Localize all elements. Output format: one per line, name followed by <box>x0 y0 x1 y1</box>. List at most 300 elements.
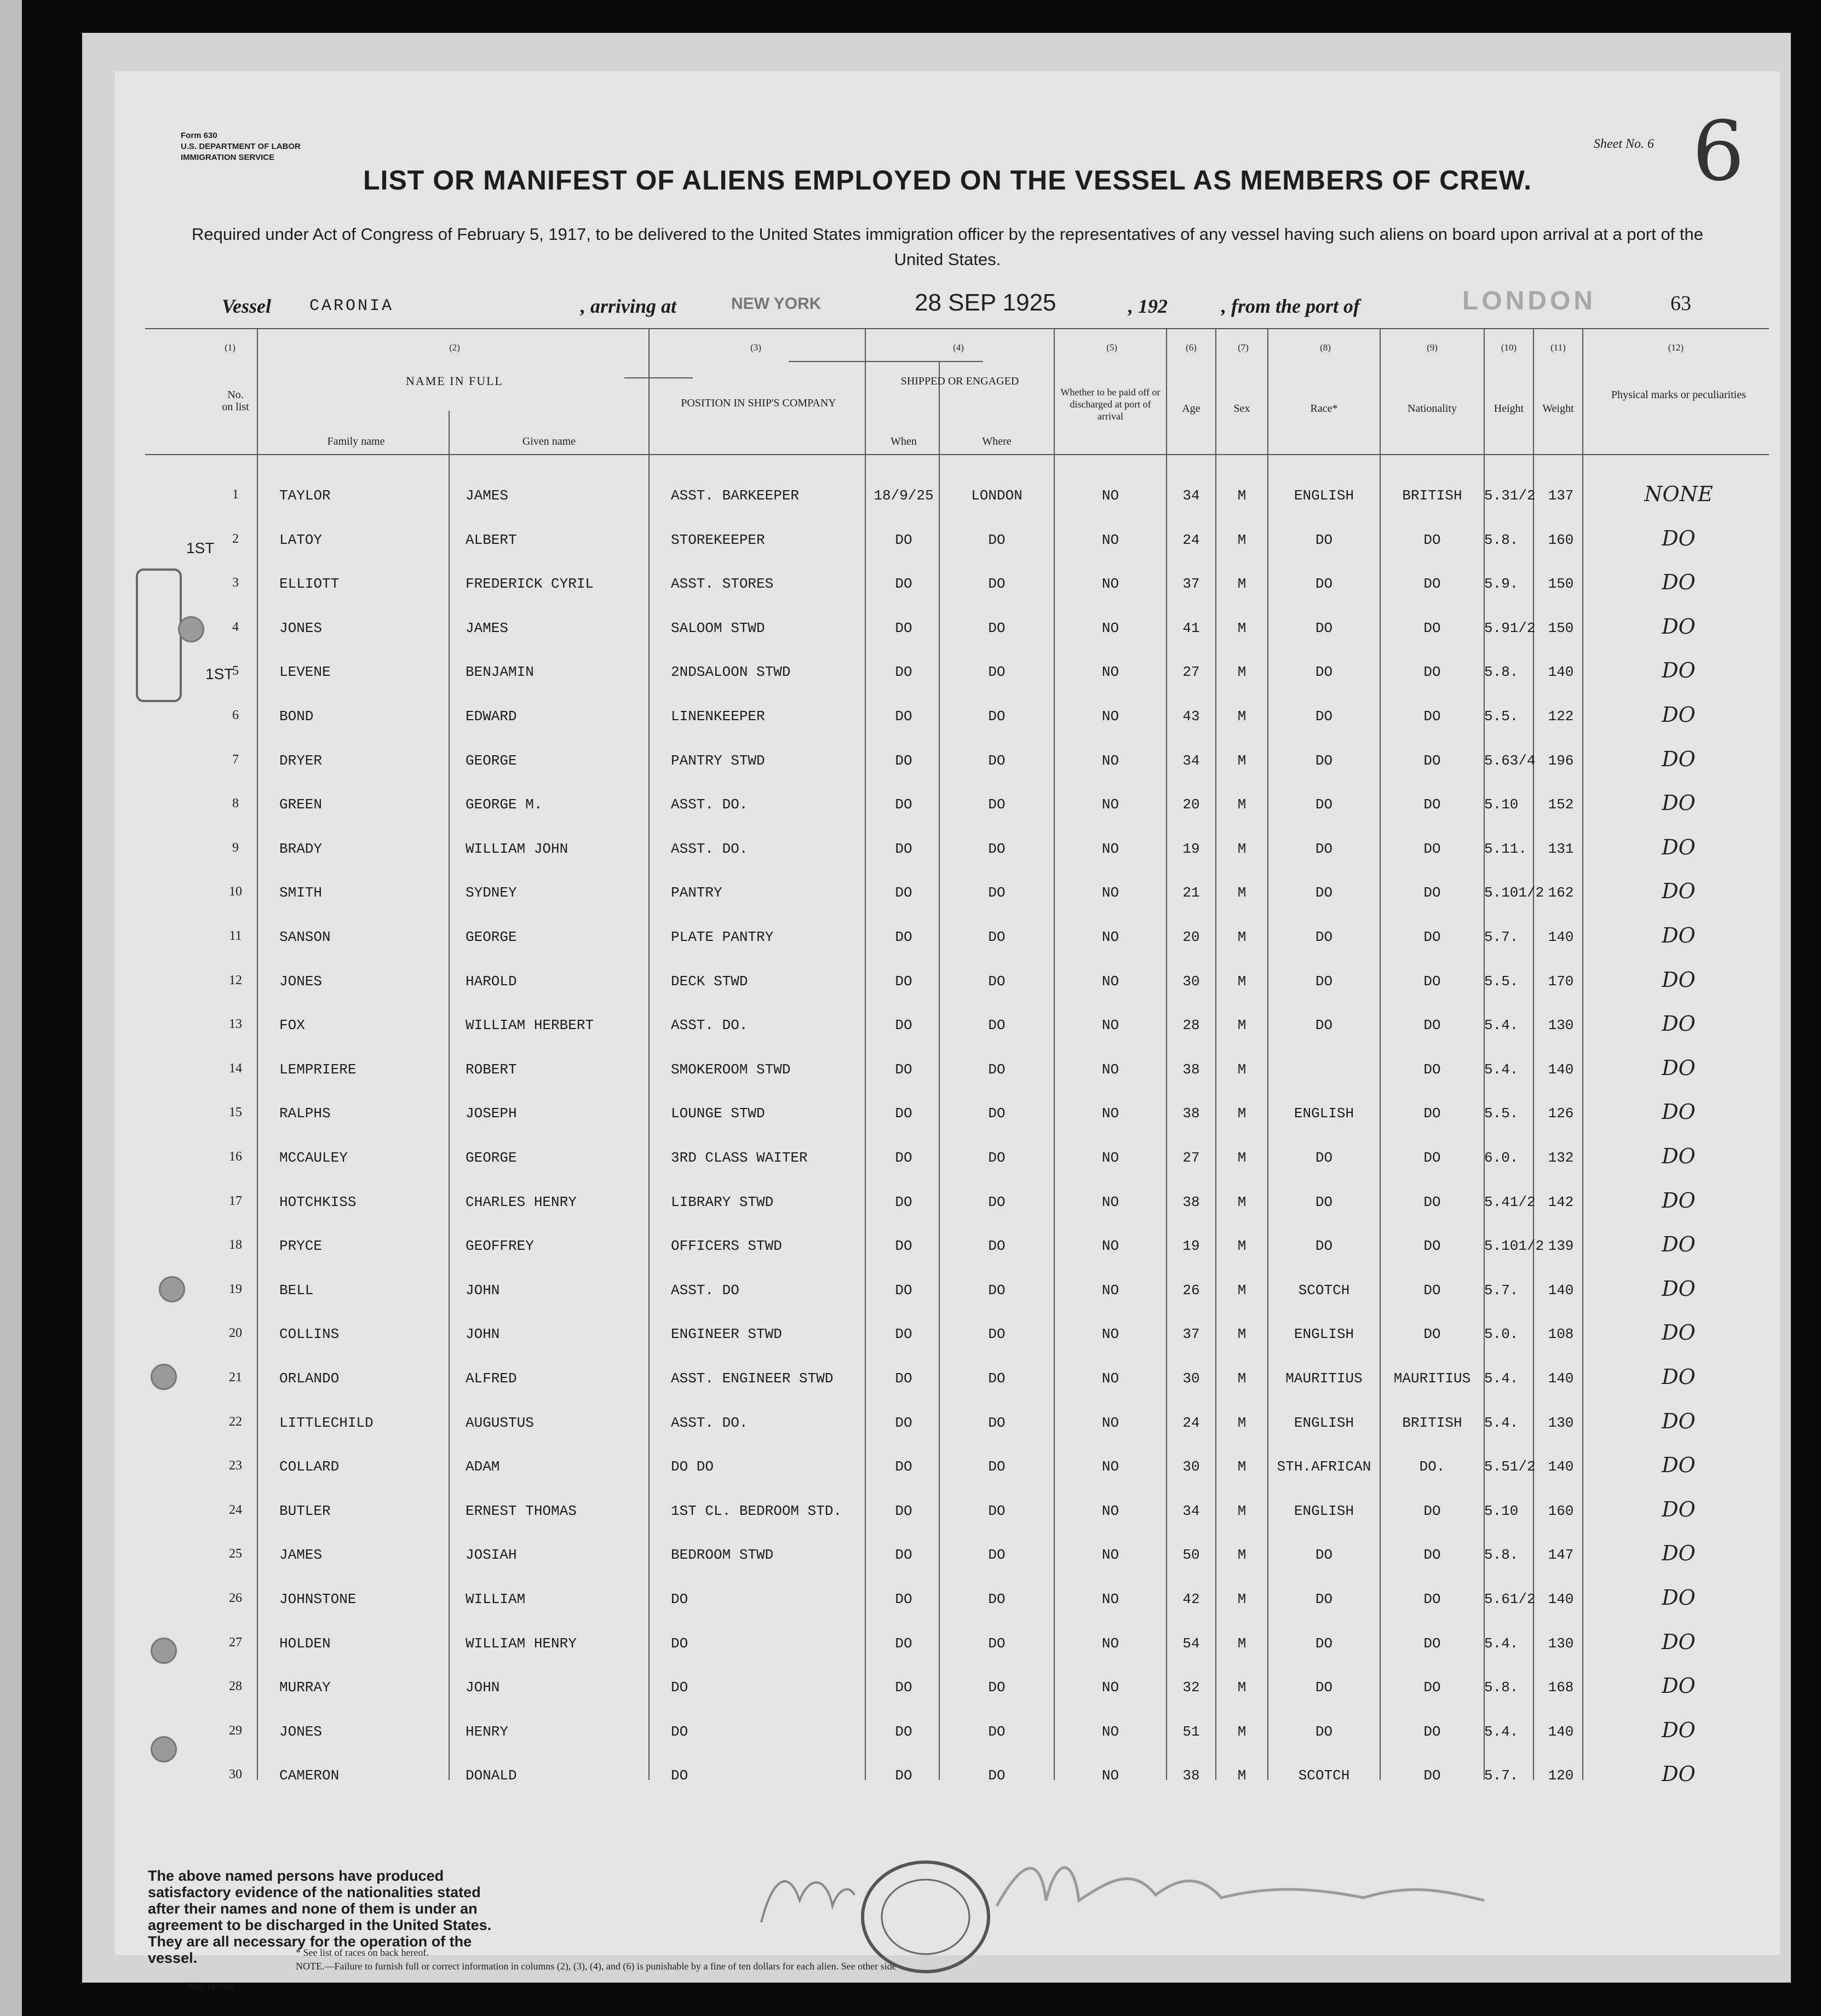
cell-race: DO <box>1315 796 1333 813</box>
cell-family: TAYLOR <box>279 487 331 504</box>
cell-nat: DO <box>1423 531 1441 548</box>
cell-paid: NO <box>1101 1017 1119 1034</box>
cell-weight: 150 <box>1548 619 1574 636</box>
cell-where: DO <box>988 1547 1006 1564</box>
cell-given: WILLIAM JOHN <box>466 840 568 857</box>
cell-race: DO <box>1315 884 1333 901</box>
hdr-where: Where <box>982 435 1012 447</box>
cell-nat: DO <box>1423 840 1441 857</box>
cell-race: DO <box>1315 664 1333 681</box>
colno-1: (1) <box>225 342 235 353</box>
nationality-statement: The above named persons have produced satisfactory evidence of the nationalities stated after their names and none of them is under an agreement to be discharged in the United States. They are all necessary for the operation of the vessel. <box>148 1868 492 1966</box>
cell-family: JAMES <box>279 1547 323 1564</box>
cell-when: DO <box>895 1105 912 1122</box>
cell-where: DO <box>988 1635 1006 1652</box>
cell-family: FOX <box>279 1017 305 1034</box>
cell-family: SMITH <box>279 884 323 901</box>
cell-no: 8 <box>232 796 239 811</box>
cell-marks: DO <box>1662 1320 1696 1345</box>
punch-hole <box>151 1364 177 1390</box>
cell-sex: M <box>1237 796 1246 813</box>
cell-sex: M <box>1237 1723 1246 1740</box>
cell-height: 5.10 <box>1484 796 1519 813</box>
cell-given: WILLIAM HENRY <box>466 1635 577 1652</box>
cell-no: 19 <box>229 1282 242 1296</box>
cell-when: DO <box>895 1282 912 1299</box>
from-port-stamp: LONDON <box>1462 286 1596 315</box>
cell-marks: DO <box>1662 923 1696 947</box>
cell-paid: NO <box>1101 619 1119 636</box>
cell-age: 34 <box>1182 1502 1200 1519</box>
manifest-number: 63 <box>1670 292 1691 315</box>
cell-nat: DO <box>1423 664 1441 681</box>
cell-when: DO <box>895 1723 912 1740</box>
cell-race: ENGLISH <box>1294 487 1354 504</box>
cell-when: DO <box>895 1326 912 1343</box>
cell-sex: M <box>1237 973 1246 990</box>
cell-weight: 131 <box>1548 840 1574 857</box>
cell-given: WILLIAM <box>466 1591 526 1607</box>
cell-marks: DO <box>1662 1453 1696 1478</box>
cell-nat: DO <box>1423 1547 1441 1564</box>
cell-race: DO <box>1315 1635 1333 1652</box>
official-stamp-seal <box>854 1846 997 1988</box>
cell-height: 5.7. <box>1484 929 1519 945</box>
cell-when: DO <box>895 884 912 901</box>
punch-hole <box>151 1736 177 1762</box>
cell-when: DO <box>895 796 912 813</box>
cell-race: DO <box>1315 1547 1333 1564</box>
cell-sex: M <box>1237 1105 1246 1122</box>
cell-given: ALFRED <box>466 1370 517 1387</box>
cell-where: DO <box>988 929 1006 945</box>
cell-weight: 160 <box>1548 1502 1574 1519</box>
cell-family: CAMERON <box>279 1767 340 1784</box>
cell-given: BENJAMIN <box>466 664 534 681</box>
cell-family: JONES <box>279 973 323 990</box>
cell-weight: 162 <box>1548 884 1574 901</box>
cell-race: DO <box>1315 1723 1333 1740</box>
cell-given: DONALD <box>466 1767 517 1784</box>
cell-position: PLATE PANTRY <box>671 929 774 945</box>
cell-height: 5.91/2 <box>1484 619 1536 636</box>
cell-position: BEDROOM STWD <box>671 1547 774 1564</box>
cell-sex: M <box>1237 1414 1246 1431</box>
cell-weight: 142 <box>1548 1193 1574 1210</box>
cell-weight: 130 <box>1548 1635 1574 1652</box>
cell-age: 37 <box>1182 1326 1200 1343</box>
cell-family: HOLDEN <box>279 1635 331 1652</box>
cell-family: BUTLER <box>279 1502 331 1519</box>
cell-height: 5.4. <box>1484 1414 1519 1431</box>
cell-nat: DO <box>1423 576 1441 593</box>
cell-nat: DO <box>1423 708 1441 725</box>
cell-race: DO <box>1315 1591 1333 1607</box>
cell-marks: DO <box>1662 1276 1696 1301</box>
cell-family: JOHNSTONE <box>279 1591 357 1607</box>
cell-family: LEMPRIERE <box>279 1061 357 1078</box>
cell-where: DO <box>988 1414 1006 1431</box>
cell-when: DO <box>895 840 912 857</box>
colno-7: (7) <box>1238 342 1249 353</box>
cell-age: 20 <box>1182 796 1200 813</box>
service-name: IMMIGRATION SERVICE <box>181 153 275 162</box>
cell-race: DO <box>1315 1150 1333 1166</box>
form-info <box>181 130 301 163</box>
cell-when: DO <box>895 619 912 636</box>
cell-given: JAMES <box>466 487 509 504</box>
cell-nat: DO <box>1423 1723 1441 1740</box>
cell-paid: NO <box>1101 884 1119 901</box>
cell-when: DO <box>895 1150 912 1166</box>
hdr-weight: Weight <box>1542 403 1574 415</box>
print-code: 3000. 15/7309. <box>186 1983 236 1991</box>
cell-marks: DO <box>1662 1497 1696 1521</box>
cell-given: GEORGE <box>466 752 517 769</box>
cell-nat: DO <box>1423 619 1441 636</box>
cell-height: 6.0. <box>1484 1150 1519 1166</box>
cell-age: 30 <box>1182 973 1200 990</box>
cell-sex: M <box>1237 1591 1246 1607</box>
cell-paid: NO <box>1101 1370 1119 1387</box>
cell-height: 5.8. <box>1484 1679 1519 1696</box>
cell-position: ASST. BARKEEPER <box>671 487 800 504</box>
cell-paid: NO <box>1101 487 1119 504</box>
cell-when: DO <box>895 708 912 725</box>
cell-age: 20 <box>1182 929 1200 945</box>
vessel-name: CARONIA <box>309 297 394 315</box>
hdr-race: Race* <box>1310 403 1338 415</box>
cell-height: 5.7. <box>1484 1767 1519 1784</box>
vessel-label: Vessel <box>222 295 271 317</box>
cell-nat: DO. <box>1419 1458 1445 1475</box>
cell-nat: DO <box>1423 1591 1441 1607</box>
cell-position: LIBRARY STWD <box>671 1193 774 1210</box>
cell-marks: DO <box>1662 703 1696 727</box>
cell-where: LONDON <box>971 487 1022 504</box>
cell-given: HAROLD <box>466 973 517 990</box>
cell-height: 5.9. <box>1484 576 1519 593</box>
cell-given: GEORGE <box>466 1150 517 1166</box>
cell-given: JAMES <box>466 619 509 636</box>
cell-position: ASST. DO. <box>671 840 748 857</box>
cell-no: 10 <box>229 884 242 899</box>
cell-height: 5.4. <box>1484 1723 1519 1740</box>
cell-paid: NO <box>1101 1458 1119 1475</box>
colno-12: (12) <box>1668 342 1684 353</box>
cell-position: ASST. STORES <box>671 576 774 593</box>
cell-height: 5.101/2 <box>1484 884 1544 901</box>
cell-weight: 130 <box>1548 1414 1574 1431</box>
colno-10: (10) <box>1501 342 1517 353</box>
cell-position: DO <box>671 1679 688 1696</box>
cell-sex: M <box>1237 664 1246 681</box>
cell-sex: M <box>1237 1679 1246 1696</box>
cell-sex: M <box>1237 1282 1246 1299</box>
cell-family: ORLANDO <box>279 1370 340 1387</box>
cell-height: 5.4. <box>1484 1061 1519 1078</box>
cell-no: 29 <box>229 1723 242 1738</box>
cell-marks: NONE <box>1644 482 1713 506</box>
cell-no: 12 <box>229 973 242 987</box>
cell-position: ASST. DO <box>671 1282 739 1299</box>
cell-position: ASST. ENGINEER STWD <box>671 1370 834 1387</box>
cell-family: BOND <box>279 708 314 725</box>
cell-paid: NO <box>1101 752 1119 769</box>
cell-marks: DO <box>1662 1144 1696 1168</box>
cell-paid: NO <box>1101 1326 1119 1343</box>
cell-nat: BRITISH <box>1402 487 1462 504</box>
cell-race: DO <box>1315 1679 1333 1696</box>
cell-age: 34 <box>1182 487 1200 504</box>
cell-when: DO <box>895 1238 912 1255</box>
cell-age: 21 <box>1182 884 1200 901</box>
date-stamp: 28 SEP 1925 <box>915 289 1056 316</box>
cell-marks: DO <box>1662 1188 1696 1213</box>
cell-weight: 122 <box>1548 708 1574 725</box>
cell-sex: M <box>1237 1061 1246 1078</box>
cell-family: BELL <box>279 1282 314 1299</box>
cell-given: ERNEST THOMAS <box>466 1502 577 1519</box>
cell-when: DO <box>895 1370 912 1387</box>
cell-age: 24 <box>1182 1414 1200 1431</box>
cell-paid: NO <box>1101 531 1119 548</box>
cell-paid: NO <box>1101 1635 1119 1652</box>
cell-nat: DO <box>1423 1105 1441 1122</box>
cell-no: 6 <box>232 708 239 722</box>
cell-age: 38 <box>1182 1061 1200 1078</box>
cell-no: 23 <box>229 1458 242 1473</box>
cell-no: 7 <box>232 752 239 767</box>
cell-no: 2 <box>232 531 239 546</box>
cell-sex: M <box>1237 752 1246 769</box>
cell-given: FREDERICK CYRIL <box>466 576 594 593</box>
cell-given: SYDNEY <box>466 884 517 901</box>
cell-height: 5.7. <box>1484 1282 1519 1299</box>
cell-where: DO <box>988 1105 1006 1122</box>
cell-given: JOSIAH <box>466 1547 517 1564</box>
cell-where: DO <box>988 1502 1006 1519</box>
cell-marks: DO <box>1662 1718 1696 1742</box>
cell-given: ROBERT <box>466 1061 517 1078</box>
cell-no: 25 <box>229 1547 242 1561</box>
cell-sex: M <box>1237 1547 1246 1564</box>
cell-weight: 140 <box>1548 1282 1574 1299</box>
cell-where: DO <box>988 1061 1006 1078</box>
cell-when: DO <box>895 1414 912 1431</box>
cell-where: DO <box>988 1591 1006 1607</box>
cell-given: HENRY <box>466 1723 509 1740</box>
cell-race: DO <box>1315 531 1333 548</box>
cell-weight: 126 <box>1548 1105 1574 1122</box>
adjacent-page-edge <box>0 0 22 2016</box>
hdr-paid-off: Whether to be paid off or discharged at port of arrival <box>1060 387 1161 422</box>
cell-position: LINENKEEPER <box>671 708 765 725</box>
cell-family: JONES <box>279 619 323 636</box>
cell-given: WILLIAM HERBERT <box>466 1017 594 1034</box>
cell-weight: 108 <box>1548 1326 1574 1343</box>
cell-weight: 130 <box>1548 1017 1574 1034</box>
cell-nat: DO <box>1423 1679 1441 1696</box>
cell-nat: DO <box>1423 1635 1441 1652</box>
cell-nat: DO <box>1423 884 1441 901</box>
punch-hole <box>151 1638 177 1664</box>
cell-age: 50 <box>1182 1547 1200 1564</box>
cell-when: DO <box>895 576 912 593</box>
penalty-note: NOTE.—Failure to furnish full or correct information in columns (2), (3), (4), and (6) is punishable by a fine of ten dollars for each alien. See other side <box>296 1961 897 1972</box>
cell-no: 20 <box>229 1326 242 1341</box>
cell-race: ENGLISH <box>1294 1414 1354 1431</box>
cell-race: SCOTCH <box>1298 1282 1350 1299</box>
cell-where: DO <box>988 1370 1006 1387</box>
cell-sex: M <box>1237 576 1246 593</box>
cell-age: 19 <box>1182 1238 1200 1255</box>
margin-note-row-2: 1ST <box>186 539 215 556</box>
cell-height: 5.10 <box>1484 1502 1519 1519</box>
cell-position: 1ST CL. BEDROOM STD. <box>671 1502 842 1519</box>
cell-weight: 140 <box>1548 1591 1574 1607</box>
cell-no: 4 <box>232 619 239 634</box>
cell-race: DO <box>1315 708 1333 725</box>
cell-position: DO <box>671 1635 688 1652</box>
cell-when: DO <box>895 664 912 681</box>
cell-paid: NO <box>1101 973 1119 990</box>
cell-paid: NO <box>1101 1061 1119 1078</box>
cell-where: DO <box>988 1282 1006 1299</box>
hdr-height: Height <box>1493 403 1524 415</box>
cell-weight: 140 <box>1548 1458 1574 1475</box>
form-number: Form 630 <box>181 131 217 140</box>
cell-where: DO <box>988 884 1006 901</box>
cell-race: STH.AFRICAN <box>1277 1458 1371 1475</box>
hdr-physical-marks: Physical marks or peculiarities <box>1611 389 1747 401</box>
cell-no: 13 <box>229 1017 242 1032</box>
cell-where: DO <box>988 752 1006 769</box>
cell-paid: NO <box>1101 1591 1119 1607</box>
cell-age: 41 <box>1182 619 1200 636</box>
cell-family: PRYCE <box>279 1238 323 1255</box>
cell-family: ELLIOTT <box>279 576 340 593</box>
cell-position: SMOKEROOM STWD <box>671 1061 791 1078</box>
cell-paid: NO <box>1101 1282 1119 1299</box>
cell-no: 24 <box>229 1502 242 1517</box>
arriving-label: , arriving at <box>581 295 677 317</box>
cell-nat: DO <box>1423 1017 1441 1034</box>
cell-where: DO <box>988 531 1006 548</box>
cell-when: DO <box>895 973 912 990</box>
cell-position: ASST. DO. <box>671 1017 748 1034</box>
cell-when: DO <box>895 1017 912 1034</box>
cell-height: 5.101/2 <box>1484 1238 1544 1255</box>
department-name: U.S. DEPARTMENT OF LABOR <box>181 142 301 151</box>
cell-age: 32 <box>1182 1679 1200 1696</box>
cell-position: 3RD CLASS WAITER <box>671 1150 808 1166</box>
cell-race: ENGLISH <box>1294 1105 1354 1122</box>
race-footnote: * See list of races on back hereof. <box>296 1947 429 1958</box>
cell-nat: DO <box>1423 752 1441 769</box>
cell-race: DO <box>1315 619 1333 636</box>
cell-nat: MAURITIUS <box>1393 1370 1471 1387</box>
cell-weight: 196 <box>1548 752 1574 769</box>
cell-position: DECK STWD <box>671 973 748 990</box>
sheet-label: Sheet No. <box>1594 137 1644 151</box>
cell-family: JONES <box>279 1723 323 1740</box>
cell-family: GREEN <box>279 796 323 813</box>
cell-weight: 140 <box>1548 664 1574 681</box>
cell-nat: DO <box>1423 1193 1441 1210</box>
cell-age: 37 <box>1182 576 1200 593</box>
cell-given: ADAM <box>466 1458 500 1475</box>
cell-no: 22 <box>229 1414 242 1429</box>
cell-family: MURRAY <box>279 1679 331 1696</box>
cell-sex: M <box>1237 1193 1246 1210</box>
cell-where: DO <box>988 1679 1006 1696</box>
cell-given: EDWARD <box>466 708 517 725</box>
cell-marks: DO <box>1662 1365 1696 1389</box>
cell-no: 17 <box>229 1193 242 1208</box>
cell-family: SANSON <box>279 929 331 945</box>
cell-where: DO <box>988 1193 1006 1210</box>
hdr-given-name: Given name <box>522 435 576 447</box>
cell-paid: NO <box>1101 1238 1119 1255</box>
cell-height: 5.8. <box>1484 664 1519 681</box>
cell-race: DO <box>1315 1238 1333 1255</box>
cell-paid: NO <box>1101 1723 1119 1740</box>
colno-5: (5) <box>1106 342 1117 353</box>
page-title: LIST OR MANIFEST OF ALIENS EMPLOYED ON THE VESSEL AS MEMBERS OF CREW. <box>363 165 1532 196</box>
cell-when: DO <box>895 1061 912 1078</box>
hdr-when: When <box>891 435 917 447</box>
cell-marks: DO <box>1662 614 1696 639</box>
cell-marks: DO <box>1662 1762 1696 1787</box>
cell-height: 5.11. <box>1484 840 1527 857</box>
cell-nat: DO <box>1423 1061 1441 1078</box>
hdr-position: POSITION IN SHIP'S COMPANY <box>681 397 836 409</box>
cell-family: RALPHS <box>279 1105 331 1122</box>
cell-marks: DO <box>1662 1586 1696 1610</box>
cell-height: 5.4. <box>1484 1635 1519 1652</box>
cell-race: DO <box>1315 929 1333 945</box>
cell-height: 5.0. <box>1484 1326 1519 1343</box>
colno-11: (11) <box>1550 342 1566 353</box>
cell-no: 3 <box>232 576 239 590</box>
cell-marks: DO <box>1662 1409 1696 1433</box>
cell-age: 54 <box>1182 1635 1200 1652</box>
cell-weight: 139 <box>1548 1238 1574 1255</box>
captain-signature <box>991 1846 1539 1928</box>
arriving-port-stamp: NEW YORK <box>731 295 822 313</box>
cell-nat: DO <box>1423 1238 1441 1255</box>
cell-nat: BRITISH <box>1402 1414 1462 1431</box>
cell-marks: DO <box>1662 658 1696 683</box>
hdr-no-on-list: No. on list <box>222 389 249 413</box>
handwritten-signature <box>750 1857 860 1933</box>
cell-family: DRYER <box>279 752 323 769</box>
cell-marks: DO <box>1662 791 1696 815</box>
cell-height: 5.4. <box>1484 1017 1519 1034</box>
cell-age: 38 <box>1182 1193 1200 1210</box>
cell-marks: DO <box>1662 1629 1696 1654</box>
cell-where: DO <box>988 1326 1006 1343</box>
cell-position: 2NDSALOON STWD <box>671 664 791 681</box>
cell-weight: 140 <box>1548 1061 1574 1078</box>
cell-position: DO <box>671 1767 688 1784</box>
cell-marks: DO <box>1662 1541 1696 1566</box>
cell-age: 43 <box>1182 708 1200 725</box>
cell-position: PANTRY STWD <box>671 752 765 769</box>
cell-weight: 140 <box>1548 1723 1574 1740</box>
cell-position: STOREKEEPER <box>671 531 765 548</box>
